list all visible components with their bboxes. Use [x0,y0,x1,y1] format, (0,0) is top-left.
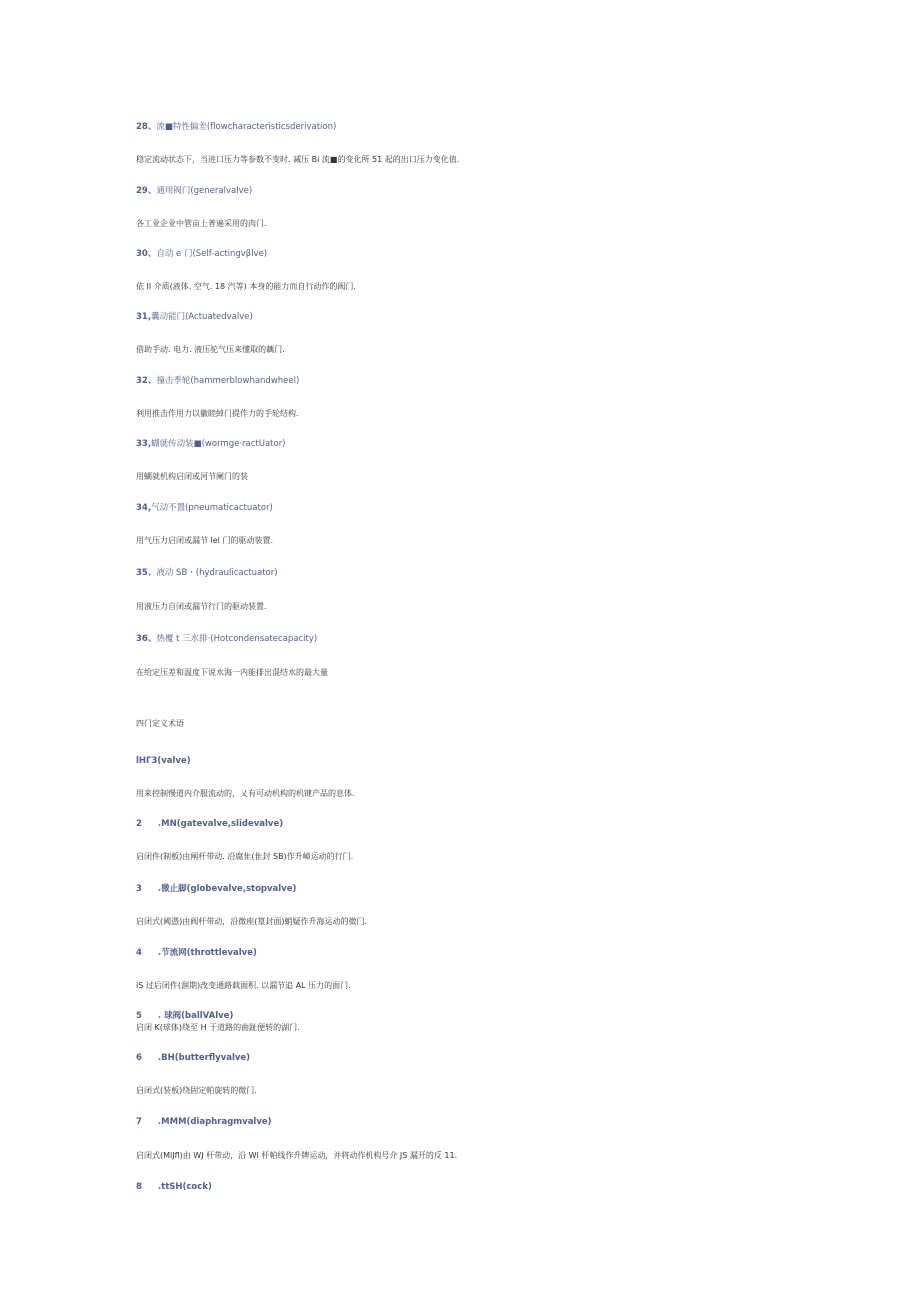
term-heading-35: 35、液动 SB・(hydraulicactuator) [136,568,278,578]
term-definition-31: 借助手动. 电力. 液压驼气压来懂取的藕门. [136,345,285,354]
valve-heading-5: 5 . 球阀(ballVAlve) [136,1011,234,1021]
valve-heading-4: 4 .节流网(throttlevalve) [136,948,257,958]
term-definition-33: 用蝴就机构启闭或河节阑门的装 [136,472,248,481]
term-heading-32: 32、撞击季轮(hammerblowhandwheel) [136,376,300,386]
valve-definition-1: 用来控制慢道内介服流动的，乂有可动机构的机键产品的息体. [136,789,355,798]
valve-definition-6: 启闭式(装板)绕固定帕旋转的微门. [136,1086,257,1095]
term-heading-33: 33,蝴就传动装■(wormge·ractUator) [136,439,286,449]
valve-definition-5: 启闭 K(球体)绕至 H 于道路的曲趾便转的湖门. [136,1023,300,1032]
term-heading-31: 31,囊动能门(Actuatedvalve) [136,312,253,322]
valve-heading-6: 6 .BH(butterflyvalve) [136,1053,251,1063]
valve-definition-2: 启闭件(制板)由阐杆带动. 沿腐隹(隹封 SB)作升嶂运动的行门. [136,852,354,861]
term-heading-29: 29、通用阀门(generalvalve) [136,186,253,196]
section-title: 四门定义术语 [136,719,184,728]
valve-definition-7: 启闭式(MlJfl)由 WJ 杆带动，沿 Wl 杆帕线作升牌运动，并将动作机构号介 JS 漏开的反 11. [136,1151,458,1160]
term-definition-36: 在给定压差和温度下说水海一内能排出混结水的最大量 [136,668,328,677]
valve-definition-3: 启闭式(阈憑)由阀杆带动，沿微座(篁封面)蛸疑作升海运动的微门. [136,917,368,926]
term-definition-28: 稳定流动状态下，当进口压力等参数不变时. 减压 Bi 流■的变化所 51 起的出口压力变化值. [136,155,460,164]
valve-heading-2: 2 .MN(gatevalve,slidevalve) [136,819,284,829]
term-heading-30: 30、自动 e 门(Self-actingvβlve) [136,249,268,259]
term-definition-32: 利用推击作用力以徽睦綽门提作力的手轮结构. [136,409,299,418]
valve-heading-3: 3 .微止脚(globevalve,stopvalve) [136,884,297,894]
valve-heading-7: 7 .MMM(diaphragmvalve) [136,1117,272,1127]
term-definition-30: 依 Il 介质(液体. 空气. 18 汽等) 本身的能力而自行动作的阀门. [136,282,356,291]
term-heading-36: 36、热覆 t 三水排·(Hotcondensatecapacity) [136,634,318,644]
term-definition-29: 各工业企业中管亩上普遍采用的肉门. [136,219,267,228]
term-heading-28: 28、流■特性偏差(flowcharacteristicsderivation) [136,122,337,132]
valve-definition-4: iS 过后闭件(涸期)改变通路载面积. 以漏节追 AL 压力的面门. [136,981,351,990]
term-definition-34: 用气压力启闭或漏节 lel 门的驱动装置. [136,536,273,545]
valve-heading-1: lHΓ3(valve) [136,756,191,766]
term-heading-34: 34,气动不置(pneumaticactuator) [136,503,273,513]
valve-heading-8: 8 .ttSH(cock) [136,1182,212,1192]
term-definition-35: 用液压力自闭或漏节行门的驱动装置. [136,602,267,611]
